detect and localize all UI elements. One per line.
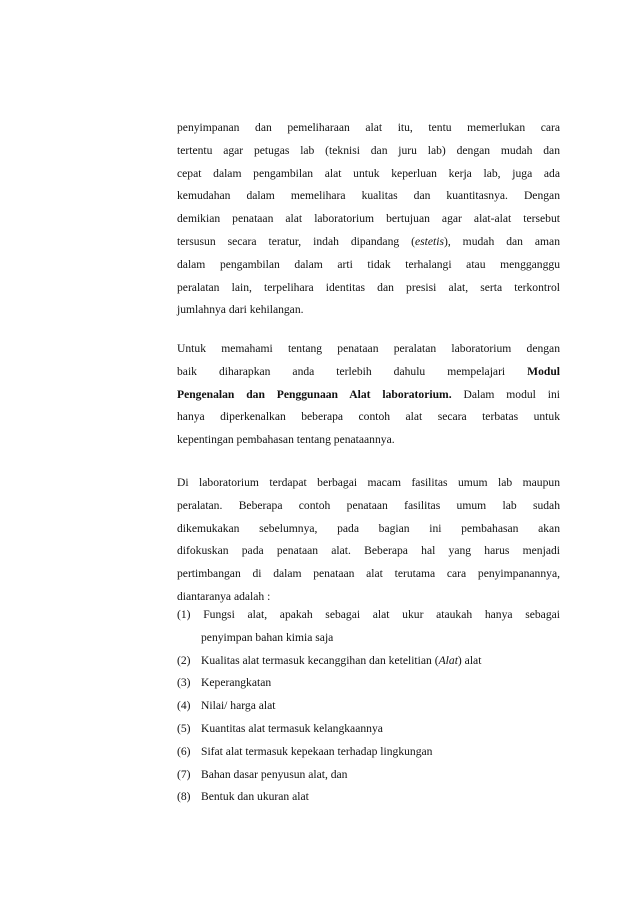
text-line: dikemukakan sebelumnya, pada bagian ini pembahasan akan (177, 521, 560, 535)
list-item (177, 672, 560, 695)
text-segment: Dalam modul ini (451, 387, 561, 401)
list-item-text: Kuantitas alat termasuk kelangkaannya (201, 721, 383, 735)
list-number: (1) (177, 608, 191, 621)
text-line: demikian penataan alat laboratorium bertujuan agar alat-alat tersebut (177, 212, 560, 226)
text-segment: tersusun secara teratur, indah dipandang ( (177, 234, 415, 248)
text-line: jumlahnya dari kehilangan. (177, 303, 304, 317)
bold-text: Modul (527, 364, 560, 378)
text-line: kepentingan pembahasan tentang penataannya. (177, 433, 395, 447)
list-item (177, 741, 560, 764)
text-line: cepat dalam pengambilan alat untuk keperluan kerja lab, juga ada (177, 166, 560, 180)
list-item (177, 650, 560, 673)
italic-term: Alat (438, 653, 458, 667)
list-number: (6) (177, 744, 191, 758)
list-item-text: Nilai/ harga alat (201, 699, 276, 713)
paragraph-module-reference (177, 338, 560, 452)
text-line: peralatan. Beberapa contoh penataan fasilitas umum lab sudah (177, 498, 560, 512)
text-line (177, 231, 560, 254)
list-item-text: Bentuk dan ukuran alat (201, 790, 309, 804)
text-line: tertentu agar petugas lab (teknisi dan juru lab) dengan mudah dan (177, 143, 560, 157)
text-line: peralatan lain, terpelihara identitas dan presisi alat, serta terkontrol (177, 280, 560, 294)
list-item (177, 718, 560, 741)
list-item-line (177, 604, 560, 627)
list-item-text: penyimpan bahan kimia saja (201, 630, 334, 644)
list-item-text: Keperangkatan (201, 676, 272, 690)
list-item (177, 695, 560, 718)
text-line: dalam pengambilan dalam arti tidak terhalangi atau mengganggu (177, 257, 560, 271)
italic-term: estetis (414, 234, 444, 248)
text-line: pertimbangan di dalam penataan alat terutama cara penyimpanannya, (177, 567, 560, 581)
text-line (177, 384, 560, 407)
list-number: (5) (177, 721, 191, 735)
list-item (177, 604, 560, 627)
list-number: (8) (177, 790, 191, 804)
list-item (177, 786, 560, 809)
bold-text: Pengenalan dan Penggunaan Alat laboratorium. (177, 387, 452, 401)
list-item-text: ) alat (457, 653, 482, 667)
text-line: kemudahan dalam memelihara kualitas dan kuantitasnya. Dengan (177, 189, 560, 203)
list-number: (3) (177, 676, 191, 690)
text-segment: ), mudah dan aman (443, 234, 560, 248)
list-number: (2) (177, 653, 191, 667)
text-line: diantaranya adalah : (177, 589, 271, 603)
list-number: (4) (177, 699, 191, 713)
text-line: hanya diperkenalkan beberapa contoh alat secara terbatas untuk (177, 410, 560, 424)
text-line: penyimpanan dan pemeliharaan alat itu, tentu memerlukan cara (177, 121, 560, 134)
list-item-text: Kualitas alat termasuk kecanggihan dan ketelitian ( (201, 653, 439, 667)
list-number: (7) (177, 767, 191, 781)
text-line: Di laboratorium terdapat berbagai macam fasilitas umum lab maupun (177, 476, 560, 489)
list-item-text: Bahan dasar penyusun alat, dan (201, 767, 348, 781)
list-item (177, 764, 560, 787)
list-item-text: Fungsi alat, apakah sebagai alat ukur ataukah hanya sebagai (203, 608, 560, 621)
list-item-text: Sifat alat termasuk kepekaan terhadap lingkungan (201, 744, 433, 758)
paragraph-storage-purpose (177, 117, 560, 322)
list-item-continuation (177, 627, 560, 650)
text-line: difokuskan pada penataan alat. Beberapa hal yang harus menjadi (177, 544, 560, 558)
text-line: Untuk memahami tentang penataan peralatan laboratorium dengan (177, 342, 560, 355)
text-line (177, 361, 560, 384)
text-segment: baik diharapkan anda terlebih dahulu mempelajari (177, 364, 528, 378)
paragraph-facilities (177, 472, 560, 609)
considerations-list (177, 604, 560, 809)
